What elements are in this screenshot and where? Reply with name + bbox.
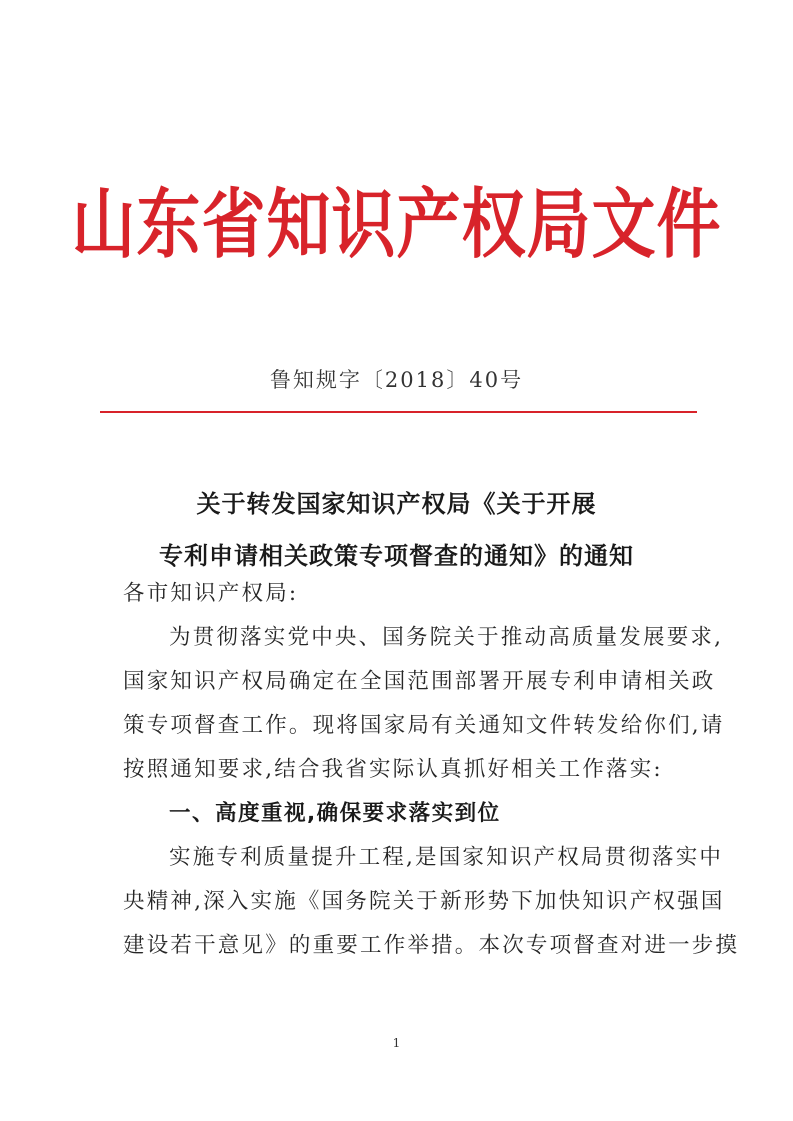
section-1-heading: 一、高度重视,确保要求落实到位 <box>169 801 501 826</box>
document-body <box>123 572 740 968</box>
paragraph-2-line-3: 建设若干意见》的重要工作举措。本次专项督查对进一步摸 <box>123 933 740 958</box>
paragraph-1-line-1: 为贯彻落实党中央、国务院关于推动高质量发展要求, <box>169 625 724 650</box>
paragraph-1-line-4: 按照通知要求,结合我省实际认真抓好相关工作落实: <box>123 757 663 782</box>
paragraph-1-line-3: 策专项督查工作。现将国家局有关通知文件转发给你们,请 <box>123 713 725 738</box>
paragraph-2-line-2: 央精神,深入实施《国务院关于新形势下加快知识产权强国 <box>123 889 725 914</box>
page-number: 1 <box>392 1036 401 1050</box>
notice-title-line-1: 关于转发国家知识产权局《关于开展 <box>196 489 597 518</box>
notice-title <box>0 478 793 582</box>
salutation: 各市知识产权局: <box>123 581 299 606</box>
red-divider-line <box>100 411 697 413</box>
masthead-title: 山东省知识产权局文件 <box>71 182 722 270</box>
paragraph-2-line-1: 实施专利质量提升工程,是国家知识产权局贯彻落实中 <box>169 845 724 870</box>
paragraph-1-line-2: 国家知识产权局确定在全国范围部署开展专利申请相关政 <box>123 669 716 694</box>
document-number: 鲁知规字〔2018〕40号 <box>269 368 524 392</box>
notice-title-line-2: 专利申请相关政策专项督查的通知》的通知 <box>159 541 634 570</box>
